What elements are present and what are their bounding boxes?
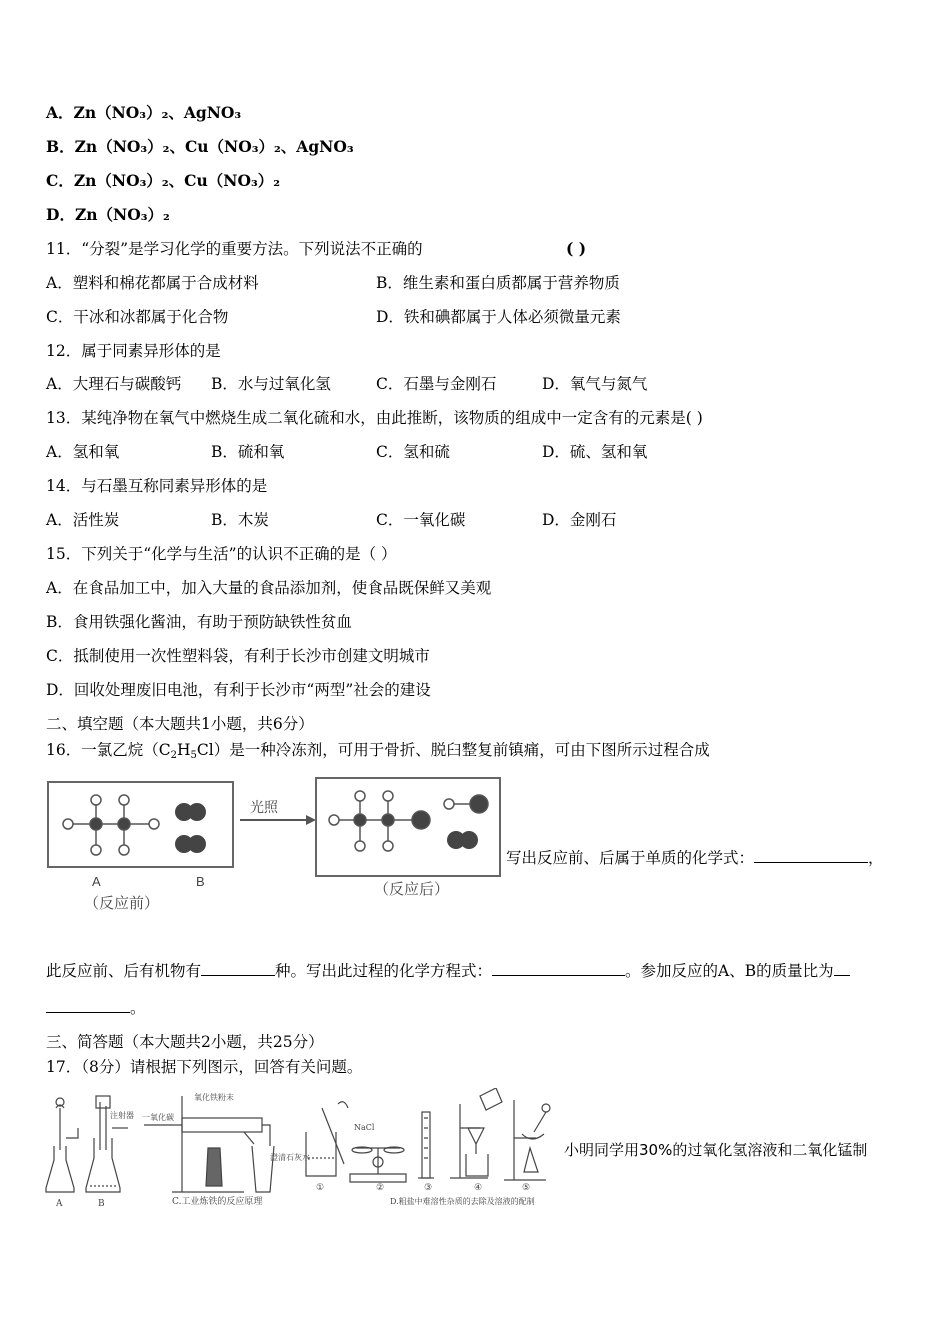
- q15-option-d: D．回收处理废旧电池，有利于长沙市“两型”社会的建设: [46, 681, 431, 699]
- q10-option-b: B．Zn（NO₃）₂、Cu（NO₃）₂、AgNO₃: [46, 137, 354, 156]
- q10-option-a: A．Zn（NO₃）₂、AgNO₃: [46, 103, 242, 122]
- q11-option-a: A．塑料和棉花都属于合成材料: [46, 274, 259, 292]
- q14-option-d: D．金刚石: [542, 511, 617, 529]
- fig-label-a: A: [56, 1199, 63, 1209]
- balance: [350, 1147, 406, 1182]
- arrow-label: 光照: [250, 800, 278, 816]
- answer-blank-3[interactable]: [492, 961, 625, 976]
- evaporation-setup: [504, 1100, 550, 1180]
- fig-label-fe2o3: 氧化铁粉末: [194, 1093, 234, 1102]
- fig-num-1: ①: [316, 1183, 325, 1193]
- q12-option-b: B．水与过氧化氢: [211, 375, 331, 393]
- q14-option-a: A．活性炭: [46, 511, 120, 529]
- label-after: （反应后）: [374, 880, 450, 898]
- iron-smelting-setup: [144, 1096, 274, 1192]
- q16-simple-substance-prompt: 写出反应前、后属于单质的化学式： ，: [506, 849, 884, 867]
- q12-stem: 12．属于同素异形体的是: [46, 342, 221, 360]
- q11-stem: 11．“分裂”是学习化学的重要方法。下列说法不正确的: [46, 240, 423, 258]
- q14-stem: 14．与石墨互称同素异形体的是: [46, 477, 268, 495]
- beaker-1: [306, 1102, 348, 1176]
- fig-num-4: ④: [474, 1183, 483, 1193]
- answer-blank-4a[interactable]: [834, 961, 850, 976]
- arrow-icon: [306, 815, 316, 825]
- label-before: （反应前）: [84, 894, 160, 912]
- q11-answer-paren: ( ): [566, 239, 587, 258]
- label-b: B: [196, 874, 205, 889]
- q10-option-c: C．Zn（NO₃）₂、Cu（NO₃）₂: [46, 171, 281, 190]
- fig-caption-c: C.工业炼铁的反应原理: [172, 1197, 263, 1207]
- reaction-diagram: [44, 774, 506, 916]
- graduated-cylinder: [418, 1112, 434, 1178]
- q10-option-d: D．Zn（NO₃）₂: [46, 205, 170, 224]
- section3-title: 三、简答题（本大题共2小题，共25分）: [46, 1033, 324, 1051]
- fig-label-co: 一氧化碳: [142, 1113, 174, 1122]
- q11-option-c: C．干冰和冰都属于化合物: [46, 308, 229, 326]
- fig-label-nacl: NaCl: [354, 1123, 375, 1132]
- chloroethane-molecule: [329, 791, 430, 851]
- fig-num-3: ③: [424, 1183, 433, 1193]
- fig-num-5: ⑤: [522, 1183, 531, 1193]
- answer-blank-2[interactable]: [201, 961, 275, 976]
- answer-blank-4b[interactable]: [46, 998, 130, 1013]
- q15-option-b: B．食用铁强化酱油，有助于预防缺铁性贫血: [46, 613, 352, 631]
- q12-option-a: A．大理石与碳酸钙: [46, 375, 182, 393]
- q11-option-b: B．维生素和蛋白质都属于营养物质: [376, 274, 620, 292]
- fig-label-b: B: [98, 1199, 105, 1209]
- q15-stem: 15．下列关于“化学与生活”的认识不正确的是（ ）: [46, 545, 397, 563]
- q13-option-d: D．硫、氢和氧: [542, 443, 648, 461]
- remaining-chlorine: [447, 831, 478, 849]
- answer-blank-1[interactable]: [754, 848, 868, 863]
- q12-option-c: C．石墨与金刚石: [376, 375, 497, 393]
- q13-option-b: B．硫和氧: [211, 443, 285, 461]
- fig-num-2: ②: [376, 1183, 385, 1193]
- q14-option-b: B．木炭: [211, 511, 269, 529]
- fig-caption-d: D.粗盐中难溶性杂质的去除及溶液的配制: [390, 1197, 535, 1206]
- q16-line3: 。: [46, 998, 146, 1018]
- q14-option-c: C．一氧化碳: [376, 511, 466, 529]
- fig-label-syringe: 注射器: [110, 1111, 134, 1120]
- label-a: A: [92, 874, 101, 889]
- section2-title: 二、填空题（本大题共1小题，共6分）: [46, 715, 314, 733]
- q11-option-d: D．铁和碘都属于人体必须微量元素: [376, 308, 621, 326]
- q16-stem: 16．一氯乙烷$(C_2H_5Cl)$是一种冷冻剂，可用于骨折、脱臼整复前镇痛，可由下图所示过程合成: [46, 741, 710, 761]
- q13-stem: 13．某纯净物在氧气中燃烧生成二氧化硫和水，由此推断，该物质的组成中一定含有的元素是( ): [46, 409, 703, 427]
- q17-stem: 17．（8分）请根据下列图示，回答有关问题。: [46, 1058, 363, 1076]
- filtration-setup: [450, 1088, 502, 1178]
- chlorine-molecules: [175, 803, 206, 853]
- ethane-molecule: [63, 795, 159, 855]
- fig-label-limewater: 澄清石灰水: [270, 1153, 310, 1162]
- q17-tail-text: 小明同学用30%的过氧化氢溶液和二氧化锰制: [564, 1141, 868, 1159]
- q13-option-c: C．氢和硫: [376, 443, 450, 461]
- hcl-molecule: [444, 795, 488, 813]
- q13-option-a: A．氢和氧: [46, 443, 120, 461]
- flask-a: [46, 1098, 78, 1192]
- q12-option-d: D．氧气与氮气: [542, 375, 648, 393]
- q16-line2: 此反应前、后有机物有 种。写出此过程的化学方程式： 。参加反应的A、B的质量比为: [46, 961, 850, 981]
- q15-option-a: A．在食品加工中，加入大量的食品添加剂，使食品既保鲜又美观: [46, 579, 492, 597]
- apparatus-figure: [44, 1088, 562, 1212]
- q15-option-c: C．抵制使用一次性塑料袋，有利于长沙市创建文明城市: [46, 647, 430, 665]
